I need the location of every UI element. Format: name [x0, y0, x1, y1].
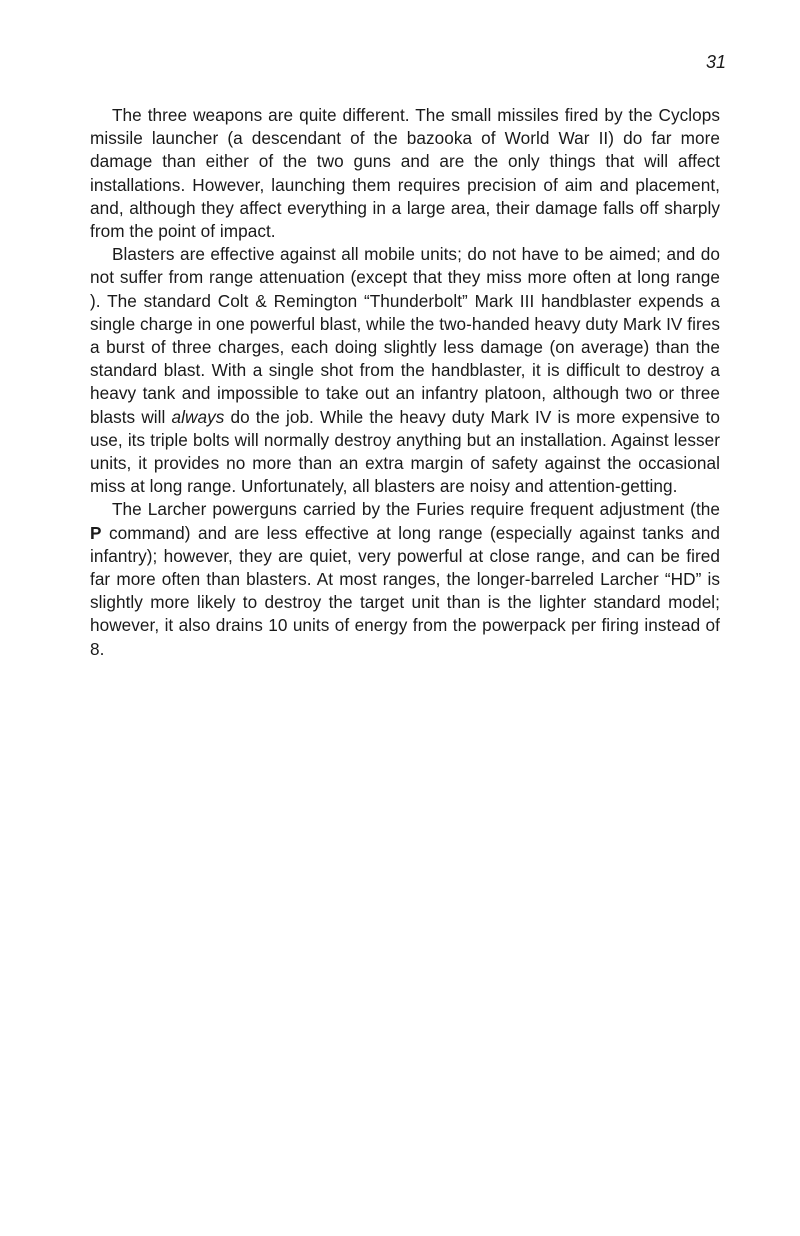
- paragraph-blasters-part-1: Blasters are effective against all mobile units; do not have to be aimed; and do not suffer from range attenuation (except that they miss more often at long range ). The standard Colt & Remington “Thunderbolt” Mark III handblaster expends a single charge in one powerful blast, while the two-handed heavy duty Mark IV fires a burst of three charges, each doing slightly less damage (on average) than the standard blast. With a single shot from the handblaster, it is difficult to destroy a heavy tank and impossible to take out an infantry platoon, although two or three blasts will: [90, 244, 720, 427]
- command-key-p: P: [90, 522, 102, 543]
- emphasis-always: always: [171, 406, 225, 427]
- paragraph-blasters-part-2: do the job. While the heavy duty Mark IV is more expensive to use, its triple bolts will normally destroy anything but an installation. Against lesser units, it provides no more than an extra margin of safety against the occasional miss at long range. Unfortunately, all blasters are noisy and attention-getting.: [90, 406, 721, 497]
- paragraph-powerguns-part-1: The Larcher powerguns carried by the Furies require frequent adjustment (the: [112, 499, 720, 520]
- paragraph-powerguns-part-2: command) and are less effective at long range (especially against tanks and infantry); however, they are quiet, very powerful at close range, and can be fired far more often than blasters. At most ranges, the longer-barreled Larcher “HD” is slightly more likely to destroy the target unit than is the lighter standard model; however, it also drains 10 units of energy from the powerpack per firing instead of 8.: [90, 522, 720, 659]
- paragraph-powerguns: [90, 498, 720, 660]
- paragraph-weapons-overview: The three weapons are quite different. The small missiles fired by the Cyclops missile launcher (a descendant of the bazooka of World War II) do far more damage than either of the two guns and are the only things that will affect installations. However, launching them requires precision of aim and placement, and, although they affect everything in a large area, their damage falls off sharply from the point of impact.: [90, 105, 720, 242]
- paragraph-blasters: [90, 243, 720, 498]
- body-text: [90, 104, 720, 661]
- page-number: 31: [705, 52, 726, 72]
